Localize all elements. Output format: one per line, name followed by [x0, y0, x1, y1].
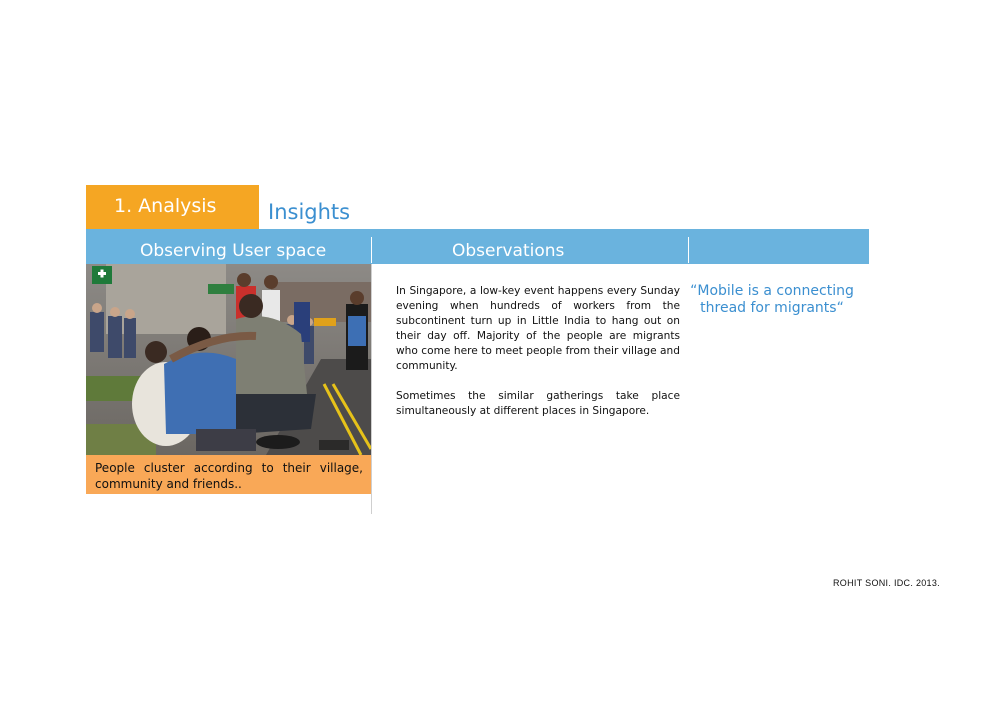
tab-analysis[interactable]: [86, 185, 259, 229]
header-observations: Observations: [452, 241, 565, 261]
observation-paragraph-1: In Singapore, a low-key event happens every Sunday evening when hundreds of workers from the subcontinent turn up in Little India to hang out on their day off. Majority of the people are migrants who come here to meet people from their village and community.: [396, 285, 680, 372]
tab-insights-label: Insights: [268, 200, 351, 224]
section-header-bar: [86, 229, 869, 264]
crowd-photo: [86, 264, 371, 455]
tab-insights[interactable]: [268, 200, 350, 224]
tab-analysis-label: 1. Analysis: [114, 195, 217, 217]
observations-text: [396, 284, 680, 434]
photo-caption: People cluster according to their village, community and friends..: [86, 455, 371, 494]
insight-quote: “Mobile is a connecting thread for migrants“: [690, 283, 854, 316]
crowd-photo-illustration: [86, 264, 371, 455]
observation-paragraph-2: Sometimes the similar gatherings take place simultaneously at different places in Singapore.: [396, 390, 680, 417]
header-divider: [688, 237, 689, 263]
column-divider: [371, 264, 372, 514]
header-observing-user-space: Observing User space: [140, 241, 327, 261]
header-divider: [371, 237, 372, 263]
footer-credit: ROHIT SONI. IDC. 2013.: [833, 578, 940, 588]
